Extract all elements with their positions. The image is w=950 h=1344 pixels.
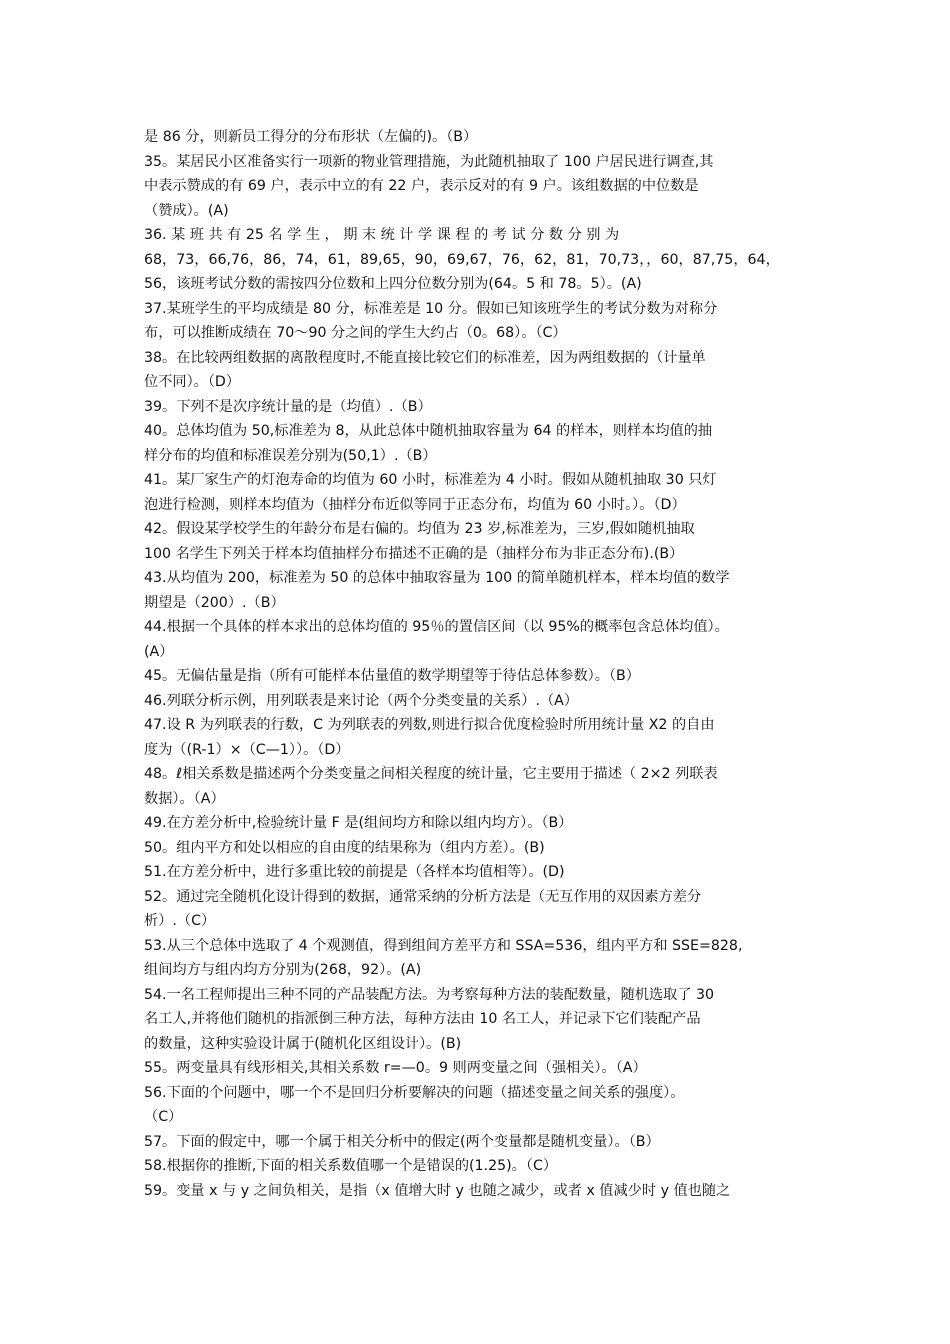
text-line: 布，可以推断成绩在 70～90 分之间的学生大约占（0。68）。（C） <box>144 325 567 341</box>
text-line: 的数量，这种实验设计属于(随机化区组设计）。(B) <box>144 1035 462 1052</box>
text-line: 68，73，66,76，86，74，61，89,65，90，69,67，76，62，81，70,73，，60，87,75，64， <box>144 251 780 268</box>
text-line: 50。组内平方和处以相应的自由度的结果称为（组内方差）。(B) <box>144 839 545 856</box>
text-line: （赞成）。(A) <box>144 202 229 219</box>
text-line: 名工人,并将他们随机的指派倒三种方法，每种方法由 10 名工人，并记录下它们装配产品 <box>144 1011 701 1027</box>
text-line: 42。假设某学校学生的年龄分布是右偏的。均值为 23 岁,标准差为，三岁,假如随机抽取 <box>144 521 695 537</box>
text-line: 53.从三个总体中选取了 4 个观测值，得到组间方差平方和 SSA=536，组内平方和 SSE=828, <box>144 937 743 954</box>
text-line: 43.从均值为 200，标准差为 50 的总体中抽取容量为 100 的简单随机样本，样本均值的数学 <box>144 570 730 586</box>
text-line: 54.一名工程师提出三种不同的产品装配方法。为考察每种方法的装配数量，随机选取了 30 <box>144 986 715 1003</box>
text-line: 40。总体均值为 50,标准差为 8，从此总体中随机抽取容量为 64 的样本，则样本均值的抽 <box>144 423 713 439</box>
text-line: 56.下面的个问题中，哪一个不是回归分析要解决的问题（描述变量之间关系的强度）。 <box>144 1084 685 1101</box>
text-line: 57。下面的假定中，哪一个属于相关分析中的假定(两个变量都是随机变量）。（B） <box>144 1133 660 1150</box>
text-line: 37.某班学生的平均成绩是 80 分，标准差是 10 分。假如已知该班学生的考试分数为对称分 <box>144 300 718 317</box>
text-line: 45。无偏估量是指（所有可能样本估量值的数学期望等于待估总体参数）。（B） <box>144 668 640 684</box>
text-line: 39。下列不是次序统计量的是（均值）.（B） <box>144 398 432 415</box>
text-line: 47.设 R 为列联表的行数，C 为列联表的列数,则进行拟合优度检验时所用统计量 X2 的自由 <box>144 717 715 733</box>
text-line: 36. 某 班 共 有 25 名 学 生 ， 期 末 统 计 学 课 程 的 考 试 分 数 分 别 为 <box>144 227 620 243</box>
text-line: （C） <box>144 1109 183 1125</box>
text-line: 是 86 分，则新员工得分的分布形状（左偏的)。（B） <box>144 129 478 145</box>
text-line: 100 名学生下列关于样本均值抽样分布描述不正确的是（抽样分布为非正态分布).(B） <box>144 545 684 562</box>
text-line: 52。通过完全随机化设计得到的数据，通常采纳的分析方法是（无互作用的双因素方差分 <box>144 888 702 905</box>
text-line: 数据）。（A） <box>144 790 225 807</box>
text-line: 析）.（C） <box>144 913 216 929</box>
text-line: 组间均方与组内均方分别为(268，92）。(A) <box>144 962 422 978</box>
text-line: 56，该班考试分数的需按四分位数和上四分位数分别为(64。5 和 78。5）。(A) <box>144 276 642 292</box>
text-line: 44.根据一个具体的样本求出的总体均值的 95％的置信区间（以 95%的概率包含总体均值）。 <box>144 619 729 635</box>
text-line: 48。ℓ相关系数是描述两个分类变量之间相关程度的统计量，它主要用于描述（ 2×2 列联表 <box>144 766 718 782</box>
text-line: 58.根据你的推断,下面的相关系数值哪一个是错误的(1.25)。（C） <box>144 1158 558 1174</box>
text-line: 35。某居民小区准备实行一项新的物业管理措施，为此随机抽取了 100 户居民进行调查,其 <box>144 153 714 170</box>
text-line: 59。变量 x 与 y 之间负相关，是指（x 值增大时 y 也随之减少，或者 x 值减少时 y 值也随之 <box>144 1182 731 1199</box>
text-line: 中表示赞成的有 69 户，表示中立的有 22 户，表示反对的有 9 户。该组数据的中位数是 <box>144 178 699 194</box>
text-line: 41。某厂家生产的灯泡寿命的均值为 60 小时，标准差为 4 小时。假如从随机抽取 30 只灯 <box>144 472 717 488</box>
text-line: 46.列联分析示例，用列联表是来讨论（两个分类变量的关系）.（A） <box>144 692 579 709</box>
text-line: (A） <box>144 643 174 660</box>
text-line: 期望是（200）.（B） <box>144 594 285 611</box>
text-line: 55。两变量具有线形相关,其相关系数 r=—0。9 则两变量之间（强相关）。（A） <box>144 1060 647 1076</box>
text-line: 泡进行检测，则样本均值为（抽样分布近似等同于正态分布，均值为 60 小时。）。（D） <box>144 496 686 513</box>
text-line: 49.在方差分析中,检验统计量 F 是(组间均方和除以组内均方）。（B） <box>144 815 573 831</box>
text-line: 38。在比较两组数据的离散程度时,不能直接比较它们的标准差，因为两组数据的（计量单 <box>144 349 706 366</box>
text-line: 51.在方差分析中，进行多重比较的前提是（各样本均值相等）。(D) <box>144 864 565 880</box>
text-line: 位不同）。（D） <box>144 374 241 390</box>
text-line: 样分布的均值和标准误差分别为(50,1）.（B） <box>144 447 437 464</box>
text-line: 度为（(R-1）×（C—1））。（D） <box>144 741 350 758</box>
document-body <box>144 125 808 1203</box>
